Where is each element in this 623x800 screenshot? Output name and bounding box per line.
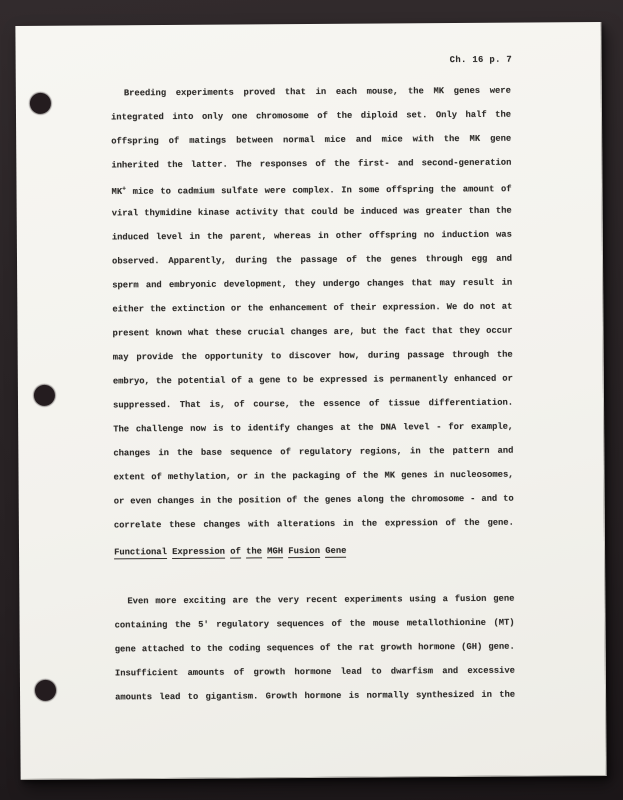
heading-word: Functional [114,547,167,558]
heading-word: MGH [267,546,284,557]
text-line: suppressed. That is, of course, the essence of tissue differentiation. [112,397,514,411]
text-line: gene attached to the coding sequences of the rat growth hormone (GH) gene. [114,641,515,655]
superscript-plus: + [122,185,127,193]
text-line: embryo, the potential of a gene to be expressed is permanently enhanced or [112,373,513,387]
hole-punch-bottom [35,680,56,701]
heading-word: Expression [172,546,225,557]
heading-word: the [246,546,262,557]
heading-word: Gene [325,545,347,556]
text-line: The challenge now is to identify changes at the DNA level - for example, [113,421,514,435]
text-line: containing the 5' regulatory sequences of the mouse metallothionine (MT) [114,617,515,631]
text-line: either the extinction or the enhancement of their expression. We do not at [112,301,513,315]
heading-word: Fusion [288,545,321,557]
text-line: amounts lead to gigantism. Growth hormone is normally synthesized in the [115,689,516,703]
hole-punch-top [30,93,51,114]
text-line: Insufficient amounts of growth hormone lead to dwarfism and excessive [114,665,515,679]
text-line: offspring of matings between normal mice and mice with the MK gene [111,133,512,147]
section-heading [114,538,514,565]
text-line: changes in the base sequence of regulatory regions, in the pattern and [113,445,514,459]
text-line: inherited the latter. The responses of the first- and second-generation [111,157,512,171]
text-line: viral thymidine kinase activity that could be induced was greater than the [111,205,512,219]
text-line: present known what these crucial changes are, but the fact that they occur [112,325,513,339]
text-line: Breeding experiments proved that in each mouse, the MK genes were [123,85,511,99]
heading-word: of [230,546,241,557]
text-line: induced level in the parent, whereas in other offspring no induction was [111,229,512,243]
text-line: observed. Apparently, during the passage of the genes through egg and [111,253,513,267]
text-line: integrated into only one chromosome of the diploid set. Only half the [110,109,512,123]
text-line: Even more exciting are the very recent experiments using a fusion gene [127,593,515,607]
text-line: or even changes in the position of the genes along the chromosome - and to [113,493,514,507]
document-page [15,22,606,780]
document-text-block [111,79,515,710]
page-number-header: Ch. 16 p. 7 [449,54,513,66]
text-line: correlate these changes with alterations in the expression of the gene. [113,517,514,531]
hole-punch-middle [34,385,55,406]
text-line: sperm and embryonic development, they undergo changes that may result in [112,277,513,291]
text-line: extent of methylation, or in the packaging of the MK genes in nucleosomes, [113,469,514,483]
text-line: MK+ mice to cadmium sulfate were complex. In some offspring the amount of [111,184,512,197]
text-line: may provide the opportunity to discover how, during passage through the [112,349,513,363]
